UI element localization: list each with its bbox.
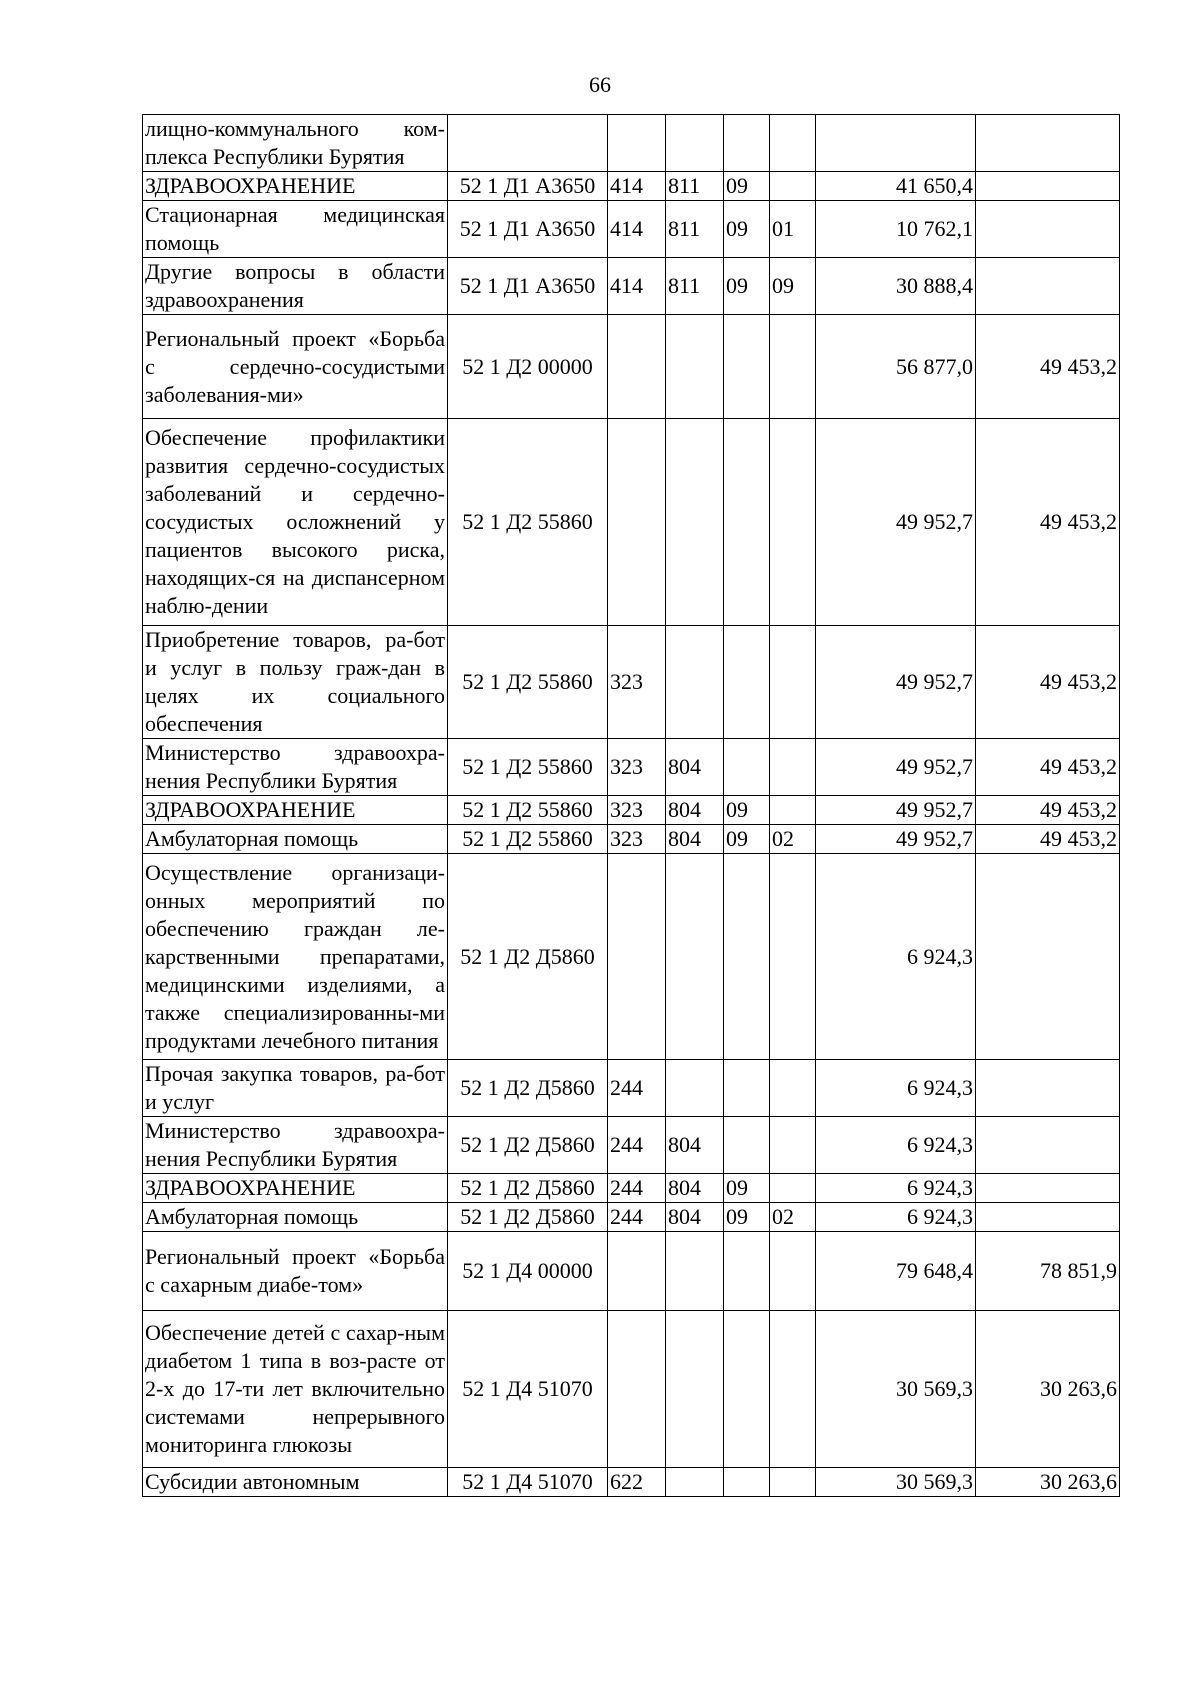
cell-amount-federal — [976, 854, 1120, 1060]
table-row — [143, 172, 1120, 201]
cell-amount-federal — [976, 172, 1120, 201]
cell-section — [724, 1232, 770, 1311]
cell-name: Прочая закупка товаров, ра-бот и услуг — [143, 1060, 448, 1117]
cell-subsection: 02 — [770, 825, 816, 854]
table-row — [143, 1468, 1120, 1497]
cell-amount: 49 952,7 — [816, 739, 976, 796]
cell-expense-type — [608, 1232, 666, 1311]
table-row — [143, 315, 1120, 419]
cell-amount: 79 648,4 — [816, 1232, 976, 1311]
cell-section — [724, 854, 770, 1060]
cell-name: Амбулаторная помощь — [143, 825, 448, 854]
table-body — [143, 115, 1120, 1497]
cell-target-code: 52 1 Д2 55860 — [448, 419, 608, 626]
cell-section — [724, 1468, 770, 1497]
cell-amount-federal: 78 851,9 — [976, 1232, 1120, 1311]
cell-grbs — [666, 1468, 724, 1497]
cell-section: 09 — [724, 796, 770, 825]
cell-name: Субсидии автономным — [143, 1468, 448, 1497]
cell-expense-type — [608, 854, 666, 1060]
cell-amount: 30 569,3 — [816, 1468, 976, 1497]
page-number: 66 — [589, 72, 611, 97]
cell-amount-federal — [976, 1174, 1120, 1203]
cell-amount: 6 924,3 — [816, 1203, 976, 1232]
cell-target-code: 52 1 Д2 55860 — [448, 739, 608, 796]
cell-grbs: 804 — [666, 1117, 724, 1174]
cell-section — [724, 1117, 770, 1174]
cell-grbs: 811 — [666, 172, 724, 201]
cell-amount-federal — [976, 1117, 1120, 1174]
cell-amount: 6 924,3 — [816, 1060, 976, 1117]
cell-section — [724, 1311, 770, 1468]
cell-subsection — [770, 626, 816, 739]
cell-name: Министерство здравоохра-нения Республики Бурятия — [143, 739, 448, 796]
cell-amount-federal: 49 453,2 — [976, 626, 1120, 739]
table-row — [143, 626, 1120, 739]
cell-amount: 49 952,7 — [816, 626, 976, 739]
cell-grbs — [666, 626, 724, 739]
cell-expense-type: 244 — [608, 1174, 666, 1203]
cell-grbs: 804 — [666, 1174, 724, 1203]
cell-name: ЗДРАВООХРАНЕНИЕ — [143, 1174, 448, 1203]
cell-grbs: 804 — [666, 739, 724, 796]
cell-amount: 6 924,3 — [816, 1117, 976, 1174]
table-row — [143, 201, 1120, 258]
cell-target-code: 52 1 Д2 55860 — [448, 626, 608, 739]
cell-subsection — [770, 854, 816, 1060]
cell-target-code: 52 1 Д2 55860 — [448, 796, 608, 825]
cell-grbs: 811 — [666, 201, 724, 258]
cell-expense-type — [608, 419, 666, 626]
cell-subsection — [770, 796, 816, 825]
cell-grbs: 804 — [666, 825, 724, 854]
cell-section — [724, 626, 770, 739]
cell-subsection — [770, 419, 816, 626]
cell-name: Министерство здравоохра-нения Республики Бурятия — [143, 1117, 448, 1174]
cell-name: Осуществление организаци-онных мероприятий по обеспечению граждан ле-карственными препаратами, медицинскими изделиями, а также специализированны-ми продуктами лечебного питания — [143, 854, 448, 1060]
cell-name: ЗДРАВООХРАНЕНИЕ — [143, 796, 448, 825]
cell-amount: 10 762,1 — [816, 201, 976, 258]
cell-target-code: 52 1 Д2 Д5860 — [448, 1203, 608, 1232]
cell-target-code: 52 1 Д1 А3650 — [448, 172, 608, 201]
cell-target-code: 52 1 Д2 Д5860 — [448, 854, 608, 1060]
cell-name: Региональный проект «Борьба с сахарным диабе-том» — [143, 1232, 448, 1311]
cell-subsection: 09 — [770, 258, 816, 315]
table-row — [143, 1232, 1120, 1311]
cell-amount: 6 924,3 — [816, 1174, 976, 1203]
cell-name: лищно-коммунального ком-плекса Республики Бурятия — [143, 115, 448, 172]
cell-section — [724, 419, 770, 626]
cell-target-code: 52 1 Д2 55860 — [448, 825, 608, 854]
cell-subsection — [770, 739, 816, 796]
cell-target-code: 52 1 Д4 51070 — [448, 1468, 608, 1497]
cell-expense-type: 323 — [608, 825, 666, 854]
cell-amount-federal: 49 453,2 — [976, 739, 1120, 796]
cell-section: 09 — [724, 1203, 770, 1232]
cell-amount-federal — [976, 258, 1120, 315]
cell-amount: 49 952,7 — [816, 825, 976, 854]
cell-subsection — [770, 172, 816, 201]
table-row — [143, 739, 1120, 796]
table-row — [143, 1203, 1120, 1232]
cell-section — [724, 115, 770, 172]
cell-section: 09 — [724, 172, 770, 201]
table-row — [143, 258, 1120, 315]
cell-amount: 41 650,4 — [816, 172, 976, 201]
cell-amount — [816, 115, 976, 172]
cell-target-code: 52 1 Д4 51070 — [448, 1311, 608, 1468]
cell-expense-type: 323 — [608, 626, 666, 739]
budget-table — [142, 114, 1120, 1497]
cell-subsection — [770, 1232, 816, 1311]
cell-amount: 6 924,3 — [816, 854, 976, 1060]
cell-grbs — [666, 1060, 724, 1117]
cell-subsection — [770, 1311, 816, 1468]
cell-section: 09 — [724, 825, 770, 854]
cell-grbs — [666, 1311, 724, 1468]
cell-grbs: 811 — [666, 258, 724, 315]
cell-amount-federal — [976, 1203, 1120, 1232]
cell-amount-federal: 49 453,2 — [976, 825, 1120, 854]
cell-amount: 49 952,7 — [816, 419, 976, 626]
cell-grbs — [666, 115, 724, 172]
cell-amount-federal: 30 263,6 — [976, 1468, 1120, 1497]
cell-expense-type: 414 — [608, 172, 666, 201]
cell-grbs — [666, 1232, 724, 1311]
cell-amount-federal — [976, 1060, 1120, 1117]
cell-expense-type: 323 — [608, 796, 666, 825]
cell-target-code: 52 1 Д2 Д5860 — [448, 1117, 608, 1174]
cell-section — [724, 315, 770, 419]
cell-grbs — [666, 854, 724, 1060]
cell-amount-federal — [976, 201, 1120, 258]
cell-subsection: 01 — [770, 201, 816, 258]
cell-expense-type: 414 — [608, 201, 666, 258]
cell-name: Обеспечение детей с сахар-ным диабетом 1 типа в воз-расте от 2-х до 17-ти лет включительно системами непрерывного мониторинга глюкозы — [143, 1311, 448, 1468]
cell-expense-type: 244 — [608, 1203, 666, 1232]
cell-amount-federal: 30 263,6 — [976, 1311, 1120, 1468]
table-row — [143, 419, 1120, 626]
cell-amount-federal — [976, 115, 1120, 172]
table-row — [143, 1174, 1120, 1203]
cell-amount: 56 877,0 — [816, 315, 976, 419]
cell-target-code — [448, 115, 608, 172]
table-row — [143, 796, 1120, 825]
cell-amount: 30 569,3 — [816, 1311, 976, 1468]
cell-amount-federal: 49 453,2 — [976, 315, 1120, 419]
cell-target-code: 52 1 Д2 Д5860 — [448, 1174, 608, 1203]
cell-expense-type — [608, 1311, 666, 1468]
cell-subsection — [770, 1468, 816, 1497]
cell-name: Стационарная медицинская помощь — [143, 201, 448, 258]
cell-target-code: 52 1 Д4 00000 — [448, 1232, 608, 1311]
cell-expense-type: 244 — [608, 1117, 666, 1174]
cell-target-code: 52 1 Д2 Д5860 — [448, 1060, 608, 1117]
cell-expense-type — [608, 115, 666, 172]
cell-target-code: 52 1 Д1 А3650 — [448, 201, 608, 258]
cell-amount-federal: 49 453,2 — [976, 796, 1120, 825]
table-row — [143, 1060, 1120, 1117]
cell-subsection — [770, 1060, 816, 1117]
cell-amount: 49 952,7 — [816, 796, 976, 825]
cell-grbs — [666, 419, 724, 626]
cell-section — [724, 1060, 770, 1117]
table-row — [143, 1117, 1120, 1174]
cell-subsection — [770, 115, 816, 172]
table-row — [143, 854, 1120, 1060]
cell-section: 09 — [724, 1174, 770, 1203]
cell-name: Обеспечение профилактики развития сердечно-сосудистых заболеваний и сердечно-сосудистых осложнений у пациентов высокого риска, находящих-ся на диспансерном наблю-дении — [143, 419, 448, 626]
cell-amount: 30 888,4 — [816, 258, 976, 315]
cell-name: Приобретение товаров, ра-бот и услуг в пользу граж-дан в целях их социального обеспечения — [143, 626, 448, 739]
table-row — [143, 1311, 1120, 1468]
cell-amount-federal: 49 453,2 — [976, 419, 1120, 626]
cell-grbs — [666, 315, 724, 419]
cell-name: Региональный проект «Борьба с сердечно-сосудистыми заболевания-ми» — [143, 315, 448, 419]
cell-expense-type: 414 — [608, 258, 666, 315]
cell-target-code: 52 1 Д1 А3650 — [448, 258, 608, 315]
cell-expense-type — [608, 315, 666, 419]
cell-target-code: 52 1 Д2 00000 — [448, 315, 608, 419]
cell-expense-type: 244 — [608, 1060, 666, 1117]
table-row — [143, 825, 1120, 854]
cell-name: Амбулаторная помощь — [143, 1203, 448, 1232]
cell-name: Другие вопросы в области здравоохранения — [143, 258, 448, 315]
cell-subsection: 02 — [770, 1203, 816, 1232]
cell-subsection — [770, 1174, 816, 1203]
cell-expense-type: 323 — [608, 739, 666, 796]
cell-section: 09 — [724, 201, 770, 258]
cell-subsection — [770, 315, 816, 419]
cell-section: 09 — [724, 258, 770, 315]
cell-grbs: 804 — [666, 796, 724, 825]
table-row — [143, 115, 1120, 172]
cell-expense-type: 622 — [608, 1468, 666, 1497]
cell-subsection — [770, 1117, 816, 1174]
cell-grbs: 804 — [666, 1203, 724, 1232]
cell-section — [724, 739, 770, 796]
cell-name: ЗДРАВООХРАНЕНИЕ — [143, 172, 448, 201]
